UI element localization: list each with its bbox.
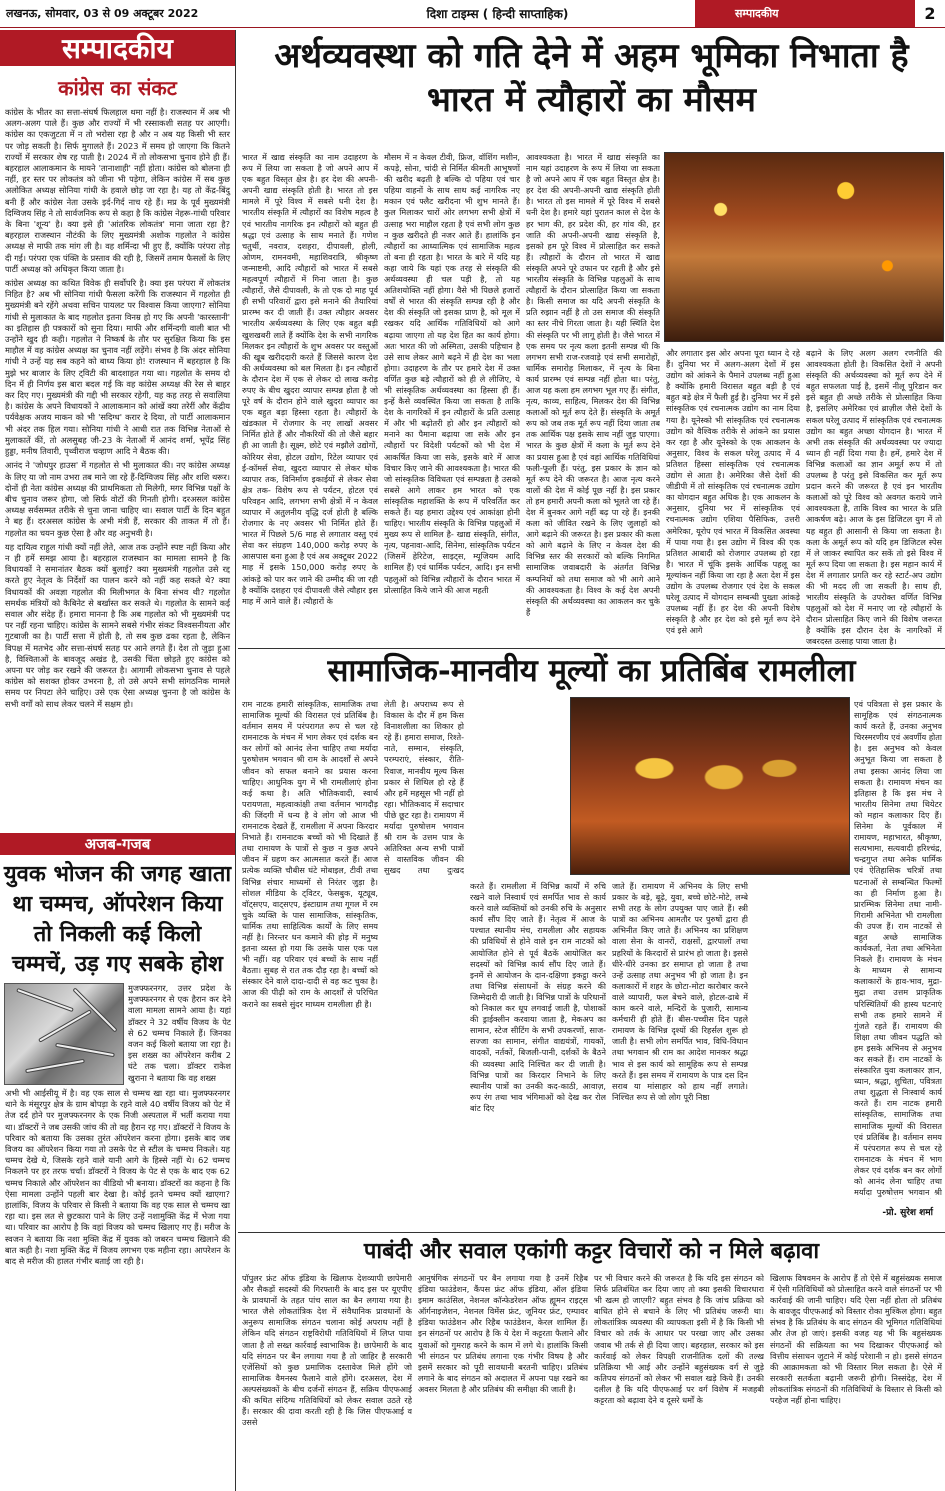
ajab-gajab-label: अजब-गजब [0, 833, 235, 855]
article-ban-headline: पाबंदी और सवाल एकांगी कट्टर विचारों को न मिले बढ़ावा [363, 1238, 820, 1264]
issue-date: लखनऊ, सोमवार, 03 से 09 अक्टूबर 2022 [0, 0, 300, 27]
article-ban [238, 1232, 945, 1491]
article-column: भारत में खाद्य संस्कृति का नाम उदाहरण के रूप में लिया जा सकता है जो अपने आप में एक बहुत विस्तृत क्षेत्र है। हर देश की अपनी-अपनी खाद्य संस्कृति होती है। भारत तो इस मामले में पूरे विश्व में सबसे धनी देश है। भारतीय संस्कृति में त्यौहारों का विशेष महत्व है एवं भारतीय नागरिक इन त्यौहारों को बहुत ही श्रद्धा एवं उत्साह के साथ मनाते हैं। गणेश चतुर्थी, नवरात्र, दशहरा, दीपावली, होली, ओणम, रामनवमी, महाशिवरात्रि, श्रीकृष्ण जन्माष्टमी, आदि त्यौहारों को भारत में सबसे महत्वपूर्ण त्यौहारों में गिना जाता है। कुछ त्यौहारों, जैसे दीपावली, के तो एक दो माह पूर्व ही सभी परिवारों द्वारा इसे मनाने की तैयारियां प्रारम्भ कर दी जाती हैं। उक्त त्यौहार अवसर भारतीय अर्थव्यवस्था के लिए एक बहुत बड़ी खुशखबरी लाते हैं क्योंकि देश के सभी नागरिक मिलकर इन त्यौहारों के शुभ अवसर पर वस्तुओं की खूब खरीददारी करते हैं जिससे कारण देश की अर्थव्यवस्था को बल मिलता है। इन त्यौहारों के दौरान देश में एक से लेकर दो लाख करोड़ रुपए के बीच खुदरा व्यापार सम्पन्न होता है जो पूरे वर्ष के दौरान होने वाले खुदरा व्यापार का एक बहुत बड़ा हिस्सा रहता है। त्यौहारों के खंडकाल में रोजगार के नए लाखों अवसर निर्मित होते हैं और नौकरियों की तो जैसे बहार ही आ जाती है। सूक्ष्म, छोटे एवं मझौले उद्योगों, कोरियर सेवा, होटल उद्योग, रिटेल व्यापार एवं ई-कॉमर्स सेवा, खुदरा व्यापार से लेकर थोक व्यापार तक, विनिर्माण इकाईयों से लेकर सेवा क्षेत्र तक- विशेष रूप से पर्यटन, होटल एवं परिवहन आदि, लगभग सभी क्षेत्रों में न केवल व्यापार में अतुलनीय वृद्धि दर्ज होती है बल्कि रोजगार के नए अवसर भी निर्मित होते हैं। भारत में पिछले 5/6 माह से लगातार वस्तु एवं सेवा कर संग्रहण 140,000 करोड़ रुपए के आसपास बना हुआ है एवं अब अक्टूबर 2022 माह में इसके 150,000 करोड़ रुपए के आंकड़े को पार कर जाने की उम्मीद की जा रही है क्योंकि दशहरा एवं दीपावली जैसे त्यौहार इस माह में आने वाले हैं। त्यौहारों के [242, 152, 378, 606]
article-column-extra [754, 881, 848, 1217]
article-author: -प्रो. सुरेश शर्मा [882, 1208, 933, 1218]
section-name: सम्पादकीय [695, 0, 915, 27]
spoons-photo [4, 983, 124, 1085]
article-column: जाते हैं। रामायण में अभिनय के लिए सभी प्रकार के बड़े, बूढ़े, युवा, बच्चे छोटे-मोटे, लम्बे सभी तरह के लोग उपयुक्त पाए जाते हैं। स्त्री पात्रों का अभिनय आमतौर पर पुरुषों द्वारा ही अभिनीत किए जाते हैं। अभिनय का प्रशिक्षण वाला सेना के वानरों, राक्षसों, द्वारपालों तथा प्रहरियों के किरदारों से प्रारंभ हो जाता है। इससे धीरे-धीरे उनका डर समाप्त हो जाता है तथा उन्हें उत्साह तथा अनुभव भी हो जाता है। इन कलाकारों में शहर के छोटा-मोटा कारोबार करने वाले व्यापारी, फल बेचने वाले, होटल-ढाबे में काम करने वाले, मन्दिरों के पुजारी, सामान्य कर्मचारी ही होते हैं। बीस-पच्चीस दिन पहले रामायण के विभिन्न दृश्यों की रिहर्सल शुरू हो जाती है। सभी लोग समर्पित भाव, विधि-विधान तथा भगवान श्री राम का आदेश मानकर श्रद्धा भाव से इस कार्य को सामूहिक रूप से सम्पन्न करते हैं। इस समय में रामायण के पात्र दस दिन सराब या मांसाहार को हाथ नहीं लगाते। निश्चित रूप से जो लोग पूरी निष्ठा [612, 881, 748, 1102]
article-column: लेती है। अपराध्य रूप से विकास के दौर में हम किस विनाशलीला का शिकार हो रहे हैं। हमारा समाज, रिश्ते-नाते, सम्मान, संस्कृति, परम्पराएं, संस्कार, रीति-रिवाज, मानवीय मूल्य किस प्रकार से शिथिल हो रहे हैं और हमें महसूस भी नहीं हो रहा। भौतिकवाद में सदाचार पीछे छूट रहा है। रामायण में मर्यादा पुरुषोत्तम भगवान श्री राम के उत्तम पात्र के अतिरिक्त अन्य सभी पात्रों से वास्तविक जीवन की सुखद तथा दुःखद [384, 699, 464, 875]
headline-line: अर्थव्यवस्था को गति देने में अहम भूमिका निभाता है [274, 36, 909, 76]
article-column: आवश्यकता है। भारत में खाद्य संस्कृति का नाम यहां उदाहरण के रूप में लिया जा सकता है जो अपने आप में एक बहुत विस्तृत क्षेत्र है। हर देश की अपनी-अपनी खाद्य संस्कृति होती है। भारत तो इस मामले में पूरे विश्व में सबसे धनी देश है। हमारे यहां पुरातन काल से देश के हर भाग की, हर प्रदेश की, हर गांव की, हर जाति की अपनी-अपनी खाद्य संस्कृति है, इसको हम पूरे विश्व में प्रोत्साहित कर सकते हैं। त्यौहारों के दौरान तो भारत में खाद्य संस्कृति अपने पूरे उफान पर रहती है और इसे भारतीय संस्कृति के विभिन्न पहलुओं के साथ त्यौहारों के दौरान प्रोत्साहित किया जा सकता है। किसी समाज का यदि अपनी संस्कृति के प्रति रुझान नहीं है तो उस समाज की संस्कृति का स्तर नीचे गिरता जाता है। यही स्थिति देश की संस्कृति पर भी लागू होती है। जैसे भारत में एक समय पर नृत्य कला इतनी सम्पन्न थी कि लगभग सभी राज-रजवाड़े एवं सभी समारोहों, धार्मिक समारोह मिलाकर, में नृत्य के बिना कार्य प्रारम्भ एवं सम्पन्न नहीं होता था। परंतु, आज यह कला हम लगभग भूल गए हैं। संगीत, नृत्य, काव्य, साहित्य, मिलकर देश की विभिन्न कलाओं को मूर्त रूप देते हैं। संस्कृति के अमूर्त रूप को जब तक मूर्त रूप नहीं दिया जाता तब तक आर्थिक पक्ष इसके साथ नहीं जुड़ पाएगा। भारत के कुछ क्षेत्रों में कला के मूर्त रूप देने का प्रयास हुआ है एवं वहां आर्थिक गतिविधियां फली-फूली हैं। परंतु, इस प्रकार के ज्ञान को मूर्त रूप देने की जरूरत है। आज नृत्य करने वालों की देश में कोई पूछ नहीं है। इस प्रकार तो हम हमारी अपनी कला को भूलते जा रहे हैं। देश में बुनकर आगे नहीं बढ़ पा रहे हैं। इनकी कला को जीवित रखने के लिए जुलाहों को आगे बढ़ाने की जरूरत है। इस प्रकार की कला को आगे बढ़ाने के लिए न केवल देश की विभिन्न स्तर की सरकारों को बल्कि निगमित सामाजिक जवाबदारी के अंतर्गत विभिन्न कम्पनियों को तथा समाज को भी आगे आने की आवश्यकता है। विश्व के कई देश अपनी संस्कृति की अर्थव्यवस्था का आकलन कर चुके हैं [526, 152, 660, 617]
ajab-gajab-intro: मुजफ्फरनगर, उत्तर प्रदेश के मुजफ्फरनगर से एक हैरान कर देने वाला मामला सामने आया है। यहां डॉक्टर ने 32 वर्षीय विजय के पेट से 62 चम्मच निकाले हैं। जिनका वजन कई किलो बताया जा रहा है। इस शख्स का ऑपरेशन करीब 2 घंटे तक चला। डॉक्टर राकेश खुराना ने बताया कि वह शख्स [128, 983, 231, 1083]
article-festivals [238, 30, 945, 647]
article-festivals-headline [238, 30, 945, 122]
article-ramleela-headline: सामाजिक-मानवीय मूल्यों का प्रतिबिंब रामलीला [327, 653, 856, 689]
ajab-gajab-headline: युवक भोजन की जगह खाता था चम्मच, ऑपरेशन किया तो निकली कई किलो चम्मचें, उड़ गए सबके होश [3, 861, 232, 977]
article-ramleela [238, 648, 945, 1228]
article-column: बढ़ाने के लिए अलग अलग रणनीति की आवश्यकता होती है। विकसित देशों ने अपनी संस्कृति की अर्थव्यवस्था को मूर्त रूप देने में बहुत सफलता पाई है, इसमें नीलू पुरिडान कर इसे बहुत ही अच्छे तरीके से प्रोत्साहित किया है, इसलिए अमेरिका एवं ब्राज़ील जैसे देशों के सकल घरेलू उत्पाद में सांस्कृतिक एवं रचनात्मक उद्योग का बहुत अच्छा योगदान है। भारत में अभी तक संस्कृति की अर्थव्यवस्था पर ज्यादा ध्यान ही नहीं दिया गया है। हमें, हमारे देश में विभिन्न कलाओं का ज्ञान अमूर्त रूप में तो उपलब्ध है परंतु इसे विकसित कर मूर्त रूप प्रदान करने की जरूरत है एवं इन भारतीय कलाओं को पूरे विश्व को अवगत कराये जाने आवश्यकता है, ताकि विश्व का भारत के प्रति आकर्षण बढ़े। आज के इस डिजिटल युग में तो यह बहुत ही आसानी से किया जा सकता है। कला के अमूर्त रूप को यदि हम डिजिटल स्पेस में ले जाकर स्थापित कर सकें तो इसे विश्व में मूर्त रूप दिया जा सकता है। इस महान कार्य में देश में लगातार प्रगति कर रहे स्टार्ट-अप उद्योग की भी मदद ली जा सकती है। साथ ही, भारतीय संस्कृति के उपरोक्त वर्णित विभिन्न पहलुओं को देश में मनाए जा रहे त्यौहारों के दौरान प्रोत्साहित किए जाने की विशेष जरूरत है क्योंकि इस दौरान देश के नागरिकों में जबरदस्त उत्साह पाया जाता है। [806, 348, 942, 647]
article-column: खिलाफ विषवमन के आरोप हैं तो ऐसे में बहुसंख्यक समाज में ऐसी गतिविधियों को प्रोत्साहित करने वाले संगठनों पर भी कार्रवाई की जानी चाहिए। यदि ऐसा नहीं होता तो प्रतिबंध के बावजूद पीएफआई को विस्तार रोका मुश्किल होगा। बहुत संभव है कि प्रतिबंध के बाद संगठन की भूमिगत गतिविधियां और तेज हो जाएं। इसकी वजह यह भी कि बहुसंख्यक संगठनों की सक्रियता का भय दिखाकर पीएफआई को वित्तीय संसाधन जुटाने में कोई परेशानी न हो। इससे संगठन की आक्रामकता को भी विस्तार मिल सकता है। ऐसे में सरकारी सतर्कता बढ़ानी जरूरी होगी। निस्संदेह, देश में लोकतांत्रिक संगठनों की गतिविधियों के विस्तार से किसी को परहेज नहीं होना चाहिए। [770, 1273, 942, 1406]
article-column: आनुषंगिक संगठनों पर बैन लगाया गया है उनमें रिहैब इंडिया फाउंडेशन, कैंपस फ्रंट ऑफ इंडिया, ऑल इंडिया इमाम काउंसिल, नेशनल कॉन्फेडरेशन ऑफ ह्यूमन राइट्स ऑर्गनाइजेशन, नेशनल विमेंस फ्रंट, जूनियर फ्रंट, एम्पावर इंडिया फाउंडेशन और रिहैब फाउंडेशन, केरल शामिल हैं। इन संगठनों पर आरोप है कि ये देश में कट्टरता फैलाने और युवाओं को गुमराह करने के काम में लगे थे। हालांकि किसी भी संगठन पर प्रतिबंध लगाना एक गंभीर विषय है और इसमें सरकार को पूरी सावधानी बरतनी चाहिए। प्रतिबंध लगाने के बाद संगठन को अदालत में अपना पक्ष रखने का अवसर मिलता है और प्रतिबंध की समीक्षा की जाती है। [418, 1273, 588, 1394]
left-column [0, 30, 236, 1491]
page-number: 2 [915, 0, 945, 27]
article-column: राम नाटक हमारी सांस्कृतिक, सामाजिक तथा सामाजिक मूल्यों की विरासत एवं प्रतिबिंब है। वर्तमान समय में परंपरागत रूप से चल रहे रामनाटक के मंचन में भाग लेकर एवं दर्शक बन कर लोगों को आनंद लेना चाहिए तथा मर्यादा पुरुषोत्तम भगवान श्री राम के आदर्शों से अपने जीवन को सफल बनाने का प्रयास करना चाहिए। आधुनिक युग में भी रामलीलाएं होना कई कथा है। अति भौतिकवादी, स्वार्थ परायणता, महत्वाकांक्षी तथा वर्तमान भागदौड़ की जिंदगी में धन्य है वे लोग जो आज भी रामनाटक देखते हैं, रामलीला में अपना किरदार निभाते हैं। रामनाटक बच्चों को भी दिखाते हैं तथा रामायण के पात्रों से कुछ न कुछ अपने जीवन में ग्रहण कर आत्मसात करते हैं। आज प्रत्येक व्यक्ति चौबीस घंटे मोबाइल, टीवी तथा विभिन्न संचार माध्यमों से निरंतर जुड़ा है। सोशल मीडिया के ट्विटर, फेसबुक, यूट्यूब, वॉट्सएप, वाट्सएप, इंस्टाग्राम तथा गूगल में रम चुके व्यक्ति के पास सामाजिक, सांस्कृतिक, धार्मिक तथा साहित्यिक कार्यों के लिए समय नहीं है। निरन्तर धन कमाने की होड़ में मनुष्य इतना व्यस्त हो गया कि उसके पास एक पल भी नहीं। वह परिवार एवं बच्चों के साथ नहीं बैठता। सुबह से रात तक दौड़ रहा है। बच्चों को संस्कार देने वाले दादा-दादी से वह कट चुका है। आज की पीढ़ी को राम के आदर्शों से परिचित कराने का सबसे सुंदर माध्यम रामलीला ही है। [242, 699, 378, 1009]
editorial-paragraph: यह दायित्व राहुल गांधी क्यों नहीं लेते, आज तक उन्होंने स्पष्ट नहीं किया और न ही हमें समझ आया है। बहरहाल राजस्थान का मामला सामने है कि विधायकों ने समानांतर बैठक क्यों बुलाई? क्या मुख्यमंत्री गहलोत उसे रद्द करते हुए नेतृत्व के निर्देशों का पालन करने को नहीं कह सकते थे? क्या विधायकों की अवज्ञा गहलोत की मिलीभगत के बिना संभव थी? गहलोत समर्थक मंत्रियों को कैबिनेट से बर्खास्त कर सकते थे। गहलोत के सामने कई सवाल और संदेह हैं। हमारा मानना है कि अब गहलोत को भी मुख्यमंत्री पद पर नहीं रहना चाहिए। कांग्रेस के सामने सबसे गंभीर संकट विश्वसनीयता और गुटबाजी का है। पार्टी सत्ता में होती है, तो सब कुछ ढका रहता है, लेकिन विपक्ष में मतभेद और सत्ता-संघर्ष सतह पर आने लगते हैं। देश तो जुड़ा हुआ है, विश्विताओं के बावजूद अखंड है, उसकी चिंता छोड़ते हुए कांग्रेस को अपना घर जोड़ कर रखने की जरूरत है। आगामी लोकसभा चुनाव से पहले कांग्रेस को सशक्त होकर उभरना है, तो उसे अपने सभी सांगठनिक मामले समय पर निपटा लेने चाहिए। उसे एक ऐसा अध्यक्ष चुनना है जो कांग्रेस के सभी वर्गों को साथ लेकर चलने में सक्षम हो। [5, 541, 230, 709]
article-column: करते हैं। रामलीला में विभिन्न कार्यों में रुचि रखने वाले निस्वार्थ एवं समर्पित भाव से कार्य करने वाले व्यक्तियों को उनकी रुचि के अनुसार कार्य सौंप दिए जाते हैं। नेतृत्व में आज के पश्चात स्थानीय मंच, रामलीला और सहायक की प्रविधियों से होने वाले इन राम नाटकों को आयोजित होने से पूर्व बैठकें आयोजित कर सदस्यों को विभिन्न कार्य सौंप दिए जाते हैं। इनमें से आयोजन के दान-दक्षिणा इकट्ठा करने तथा विभिन्न संसाधनों के संग्रह करने की जिम्मेदारी दी जाती है। विभिन्न पात्रों के परिधानों को निकाल कर धूप लगवाई जाती है, पोशाकों की ड्राईक्लीन करवाया जाता है, मेकअप का सामान, स्टेज सीटिंग के सभी उपकरणों, साज-सज्जा का सामान, संगीत वाद्ययंत्रों, गायकों, वादकों, नर्तकों, बिजली-पानी, दर्शकों के बैठने की व्यवस्था आदि निश्चित कर दी जाती है। विभिन्न पात्रों का किरदार निभाने के लिए स्थानीय पात्रों का उनकी कद-काठी, आवाज़, रूप रंग तथा भाव भंगिमाओं को देख कर रोल बांट दिए [470, 881, 606, 1113]
ajab-gajab-intro-row [0, 983, 235, 1085]
article-column: पर भी विचार करने की जरूरत है कि यदि इस संगठन को सिर्फ प्रतिबंधित कर दिया जाए तो क्या इसकी विचारधारा भी खत्म हो जाएगी? बहुत संभव है कि जांच प्रक्रिया को बाधित होने से बचाने के लिए भी प्रतिबंध जरूरी था। लोकतांत्रिक व्यवस्था की व्यापकता इसी में है कि किसी भी विचार को तर्क के आधार पर परखा जाए और उसका जवाब भी तर्क से ही दिया जाए। बहरहाल, सरकार को इस कार्रवाई को लेकर विपक्षी राजनीतिक दलों की तल्ख प्रतिक्रिया भी आई और उन्होंने बहुसंख्यक वर्ग से जुड़े कतिपय संगठनों को लेकर भी सवाल खड़े किये हैं। उनकी दलील है कि यदि पीएफआई पर वर्ग विशेष में मजहबी कट्टरता को बढ़ावा देने व दूसरे धर्मों के [594, 1273, 764, 1406]
editorial-paragraph: कांग्रेस के भीतर का सत्ता-संघर्ष फिलहाल थमा नहीं है। राजस्थान में अब भी अलग-अलग पाले हैं। कुछ और राज्यों में भी रस्साकशी सतह पर आएगी। कांग्रेस का एकजुटता में न तो भरोसा रहा है और न अब यह किसी भी स्तर पर जोड़ सकती है। सिर्फ मुगालते हैं। 2023 में समय हो जाएगा कि कितने राज्यों में सरकार शेष रह पाती है। 2024 में तो लोकसभा चुनाव होने ही हैं। बहरहाल आलाकमान के मायने 'तानाशाही' नहीं होता। कांग्रेस को बोलना ही नहीं, हर स्तर पर लोकतंत्र को जीना भी पड़ेगा, लेकिन कांग्रेस में सब कुछ अलोकित अध्यक्ष सोनिया गांधी के हवाले छोड़ जा रहा है। यह तो केंद्र-बिंदु बनी हैं और कांग्रेस नेता उसके इर्द-गिर्द नाच रहे हैं। मप्र के पूर्व मुख्यमंत्री दिग्विजय सिंह ने तो सार्वजनिक रूप से कहा है कि कांग्रेस नेहरू-गांधी परिवार के बिना 'शून्य' है। क्या इसे ही 'आंतरिक लोकतंत्र' माना जाता रहा है? बहरहाल राजस्थान नौटंकी के लिए मुख्यमंत्री अशोक गहलोत ने कांग्रेस अध्यक्ष से माफी तक मांग ली है। वह शर्मिन्दा भी हुए हैं, क्योंकि परंपरा तोड़ दी गई। परंपरा एक पंक्ति के प्रस्ताव की रही है, जिसमें तमाम फैसलों के लिए पार्टी अध्यक्ष को अधिकृत किया जाता है। [5, 107, 230, 274]
editorial-title: कांग्रेस का संकट [58, 76, 177, 100]
page-header [0, 0, 945, 28]
editorial-label: सम्पादकीय [0, 30, 235, 66]
editorial-paragraph: आनंद ने 'जोधपुर हाउस' में गहलोत से भी मुलाकात की। नए कांग्रेस अध्यक्ष के लिए या जो नाम उभरा तब माने जा रहे हैं-दिग्विजय सिंह और शशि थरूर। दोनों ही नेता कांग्रेस अध्यक्ष की प्राथमिकता तो मिलेगी, मगर विभिन्न पक्षों के बीच चुनाव जरूर होगा, जो सिर्फ वोटों की गिनती होगी। दरअसल कांग्रेस अध्यक्ष सर्वसम्मत तरीके से चुना जाना चाहिए था। सवाल पार्टी के दिन बहुत ने बह हैं। दरअसल कांग्रेस के अभी मंत्री हैं, सरकार की ताकत में तो हैं। गहलोत का चयन कुछ ऐसा है और वह अनुभवी है। [5, 460, 230, 538]
paper-name: दिशा टाइम्स ( हिन्दी साप्ताहिक) [300, 0, 695, 27]
editorial-body [0, 107, 235, 827]
ramleela-photo [570, 697, 850, 875]
article-column: एवं पवित्रता से इस प्रकार के सामूहिक एवं संगठनात्मक कार्य करते हैं, उनका अनुभव चिरस्मरणीय एवं अवर्णीय होता है। इस अनुभव को केवल अनुभूत किया जा सकता है तथा इसका आनंद लिया जा सकता है। रामायण मंचन का इतिहास है कि इस मंच ने भारतीय सिनेमा तथा थियेटर को महान कलाकार दिए हैं। सिनेमा के पूर्वकाल में रामायण, महाभारत, श्रीकृष्ण, सत्यभामा, सत्यवादी हरिश्चंद्र, चन्द्रगुप्त तथा अनेक धार्मिक एवं ऐतिहासिक चरित्रों तथा घटनाओं से सम्बन्धित फिल्मों का ही निर्माण हुआ है। प्रारम्भिक सिनेमा तथा नामी-गिरामी अभिनेता भी रामलीला की उपज हैं। राम नाटकों से बहुत अच्छे सामाजिक कार्यकर्ता, नेता तथा अभिनेता निकले हैं। रामायण के मंचन के माध्यम से सामान्य कलाकारों के हाव-भाव, मुद्रा-मुद्रा तथा उत्तम प्राकृतिक परिस्थितियों की हास्य घटनाएं सभी तक हमारे सामने में गुंजते रहते हैं। रामायण की शिक्षा तथा जीवन पद्धति को हम इसके अभिनय से अनुभव कर सकते हैं। राम नाटकों के संस्कारित युवा कलाकार ज्ञान, ध्यान, श्रद्धा, शुचिता, पवित्रता तथा शुद्धता से निःस्वार्थ कार्य करते हैं। राम नाटक हमारी सांस्कृतिक, सामाजिक तथा सामाजिक मूल्यों की विरासत एवं प्रतिबिंब है। वर्तमान समय में परंपरागत रूप से चल रहे रामनाटक के मंचन में भाग लेकर एवं दर्शक बन कर लोगों को आनंद लेना चाहिए तथा मर्यादा पुरुषोत्तम भगवान श्री [854, 699, 942, 1198]
editorial-paragraph: कांग्रेस अध्यक्ष का कथित विवेक ही सर्वोपरि है। क्या इस परंपरा में लोकतंत्र निहित है? अब भी सोनिया गांधी फैसला करेंगी कि राजस्थान में गहलोत ही मुख्यमंत्री बने रहेंगे अथवा सचिन पायलट पर विश्वास किया जाएगा? सोनिया गांधी से मुलाकात के बाद गहलोत इतना विनम्र हो गए कि अपनी 'कारस्तानी' का इतिहास ही पत्रकारों को सुना दिया। माफी और शर्मिन्दगी वाली बात भी उन्होंने खुद ही कही। गहलोत ने निष्कर्ष के तौर पर सुरक्षित किया कि इस माहौल में वह कांग्रेस अध्यक्ष का चुनाव नहीं लड़ेंगे। संभव है कि अंदर सोनिया गांधी ने उन्हें यह सब कहने को बाध्य किया हो! राजस्थान में बहरहाल है कि मुझे भर बाजार के लिए ट्विटी की बादशाहत गया था। गहलोत के समय दो दिन में ही निर्णय इस बारा बदल गई कि वह कांग्रेस अध्यक्ष की रेस से बाहर कर दिए गए। मुख्यमंत्री की गद्दी भी सरकार रहेगी, यह कह तरह से सवालिया है। कांग्रेस के अपने विधायकों ने आलाकमान को आंखें क्या तरेरीं और केंद्रीय पर्यवेक्षक अजय माकन को भी 'सदिग्ध' करार दे दिया, तो पार्टी आलाकमान भी अंदर तक हिल गया। सोनिया गांधी ने आधी रात तक विभिन्न नेताओं से मुलाकातें कीं, तो अलसुबह जी-23 के नेताओं में आनंद शर्मा, भूपेंद्र सिंह हुड्डा, मनीष तिवारी, पृथ्वीराज चव्हाण आदि ने बैठक की। [5, 278, 230, 457]
festival-crowd-photo [664, 152, 944, 342]
article-column: और लगातार इस ओर अपना पूरा ध्यान दे रहे हैं। दुनिया भर में अलग-अलग देशों में इस उद्योग को आंकने के पैमाने उपलब्ध नहीं हुआ है क्योंकि हमारी विरासत बहुत बड़ी है एवं बहुत बड़े क्षेत्र में फैली हुई है। दुनिया भर में इसे सांस्कृतिक एवं रचनात्मक उद्योग का नाम दिया गया है। यूनेस्को भी सांस्कृतिक एवं रचनात्मक उद्योग को वैश्विक तरीके से आंकने का प्रयास कर रहा है और यूनेस्को के एक आकलन के अनुसार, विश्व के सकल घरेलू उत्पाद में 4 प्रतिशत हिस्सा सांस्कृतिक एवं रचनात्मक उद्योग से आता है। अमेरिका जैसे देशों की जीडीपी में तो सांस्कृतिक एवं रचनात्मक उद्योग का योगदान बहुत अधिक है। एक आकलन के अनुसार, दुनिया भर में सांस्कृतिक एवं रचनात्मक उद्योग एशिया पैसिफिक, उत्तरी अमेरिका, यूरोप एवं भारत में विकसित अवस्था में पाया गया है। इस उद्योग में विश्व की एक प्रतिशत आबादी को रोजगार उपलब्ध हो रहा है। भारत में चूंकि इसके आर्थिक पहलू का मूल्यांकन नहीं किया जा रहा है अतः देश में इस उद्योग के उपलब्ध रोजगार एवं देश के सकल घरेलू उत्पाद में योगदान सम्बन्धी पुख्ता आंकड़े उपलब्ध नहीं हैं। हर देश की अपनी विशेष संस्कृति है और हर देश को इसे मूर्त रूप देने एवं इसे आगे [666, 348, 800, 636]
headline-line: भारत में त्यौहारों का मौसम [426, 80, 756, 120]
article-festivals-body [238, 152, 945, 674]
ajab-gajab-body: अभी भी आईसीयू में है। वह एक साल से चम्मच खा रहा था। मुजफ्फरनगर थाने के मंसूरपुर क्षेत्र के ग्राम बोपड़ा के रहने वाले 40 वर्षीय विजय को पेट में तेज दर्द होने पर मुजफ्फरनगर के एक निजी अस्पताल में भर्ती कराया गया था। डॉक्टरों ने जब उसकी जांच की तो वह हैरान रह गए। डॉक्टरों ने विजय के परिवार को बताया कि उसका तुरंत ऑपरेशन करना होगा। इसके बाद जब विजय का ऑपरेशन किया गया तो उसके पेट से स्टील के चम्मच निकले। यह चम्मच देखे थे, जिसके रहने वाले यानी आगे के हिस्से नहीं थे। 62 चम्मच निकलने पर हर तरफ चर्चा। डॉक्टरों ने विजय के पेट से एक के बाद एक 62 चम्मच निकाले और ऑपरेशन का वीडियो भी बनाया। डॉक्टरों का कहना है कि ऐसा मामला उन्होंने पहली बार देखा है। कोई इतने चम्मच क्यों खाएगा? हालांकि, विजय के परिवार से किसी ने बताया कि वह एक साल से चम्मच खा रहा था। इस लत से छुटकारा पाने के लिए उन्हें नशामुक्ति केंद्र में भेजा गया था। परिवार का आरोप है कि वहां विजय को चम्मच खिलाए गए हैं। मरीज के स्वजन ने बताया कि नशा मुक्ति केंद्र में युवक को जबरन चम्मच खिलाने की बात कही है। नशा मुक्ति केंद्र में विजय लगभग एक महीना रहा। आपरेशन के बाद से मरीज की हालत गंभीर बताई जा रही है। [5, 1088, 230, 1267]
article-column: पॉपुलर फ्रंट ऑफ इंडिया के खिलाफ देशव्यापी छापेमारी और सैकड़ों सदस्यों की गिरफ्तारी के बाद इस पर यूएपीए के प्रावधानों के तहत पांच साल का बैन लगाया गया है। भारत जैसे लोकतांत्रिक देश में संवैधानिक प्रावधानों के अनुरूप सामाजिक संगठन चलाना कोई अपराध नहीं है लेकिन यदि संगठन राष्ट्रविरोधी गतिविधियों में लिप्त पाया जाता है तो सख्त कार्रवाई स्वाभाविक है। छापेमारी के बाद यदि संगठन पर बैन लगाया गया है तो जाहिर है सरकारी एजेंसियों को कुछ प्रमाणिक दस्तावेज मिले होंगे जो सामाजिक वैमनस्य फैलाने वाले होंगे। दरअसल, देश में अल्पसंख्यकों के बीच दर्जनों संगठन हैं, सक्रिय पीएफआई की कथित संदिग्ध गतिविधियों को लेकर सवाल उठते रहे हैं। सरकार की दावा करती रही है कि जिस पीएफआई व उससे [242, 1273, 412, 1428]
article-column: मौसम में न केवल टीवी, फ्रिज, वॉशिंग मशीन, कपड़े, सोना, चांदी से निर्मित कीमती आभूषणों की खरीद बढ़ती है बल्कि दो पहिया एवं चार पहिया वाहनों के साथ साथ कई नागरिक नए मकान एवं फ्लैट खरीदना भी शुभ मानते हैं। कुल मिलाकर चारों ओर लगभग सभी क्षेत्रों में उत्साह भरा माहौल रहता है एवं सभी लोग कुछ न कुछ खरीदते ही नजर आते हैं। हालांकि इन त्यौहारों का आध्यात्मिक एवं सामाजिक महत्व तो बना ही रहता है। भारत के बारे में यदि यह कहा जाये कि यहां एक तरह से संस्कृति की अर्थव्यवस्था ही चल पड़ी है, तो यह अतिशयोक्ति नहीं होगा। वैसे भी पिछले हजारों वर्षों से भारत की संस्कृति सम्पन्न रही है और देश की संस्कृति जो इसका प्राण है, को मूल में रखकर यदि आर्थिक गतिविधियों को आगे बढ़ाया जाएगा तो यह देश हित का कार्य होगा। अतः भारत की जो अस्मिता, उसकी पहिचान है उसे साथ लेकर आगे बढ़ने में ही देश का भला होगा। उदाहरण के तौर पर हमारे देश में उक्त वर्णित कुछ बड़े त्यौहारों को ही ले लीजिए, ये भी सांस्कृतिक अर्थव्यवस्था का हिस्सा ही हैं। इन्हें कैसे व्यवस्थित किया जा सकता है ताकि देश के नागरिकों में इन त्यौहारों के प्रति उत्साह में और भी बढ़ोतरी हो और इन त्यौहारों को मनाने का पैमाना बढ़ाया जा सके और इन त्यौहारों पर विदेशी पर्यटकों को भी देश में आकर्षित किया जा सके, इसके बारे में आज विचार किए जाने की आवश्यकता है। भारत की जो सांस्कृतिक विविधता एवं सम्पन्नता है उसको सबसे आगे लाकर हम भारत को एक सांस्कृतिक महाशक्ति के रूप में परिवर्तित कर सकते हैं। यह हमारा उद्देश्य एवं आकांक्षा होनी चाहिए। भारतीय संस्कृति के विभिन्न पहलुओं में मुख्य रूप से शामिल है- खाद्य संस्कृति, संगीत, नृत्य, पहनावा-आदि, सिनेमा, सांस्कृतिक पर्यटन (जिसमें हेरिटेज, साइट्स, म्यूजियम आदि शामिल हैं) एवं धार्मिक पर्यटन, आदि। इन सभी पहलुओं को विभिन्न त्यौहारों के दौरान भारत में प्रोत्साहित किये जाने की आज महती [384, 152, 520, 595]
